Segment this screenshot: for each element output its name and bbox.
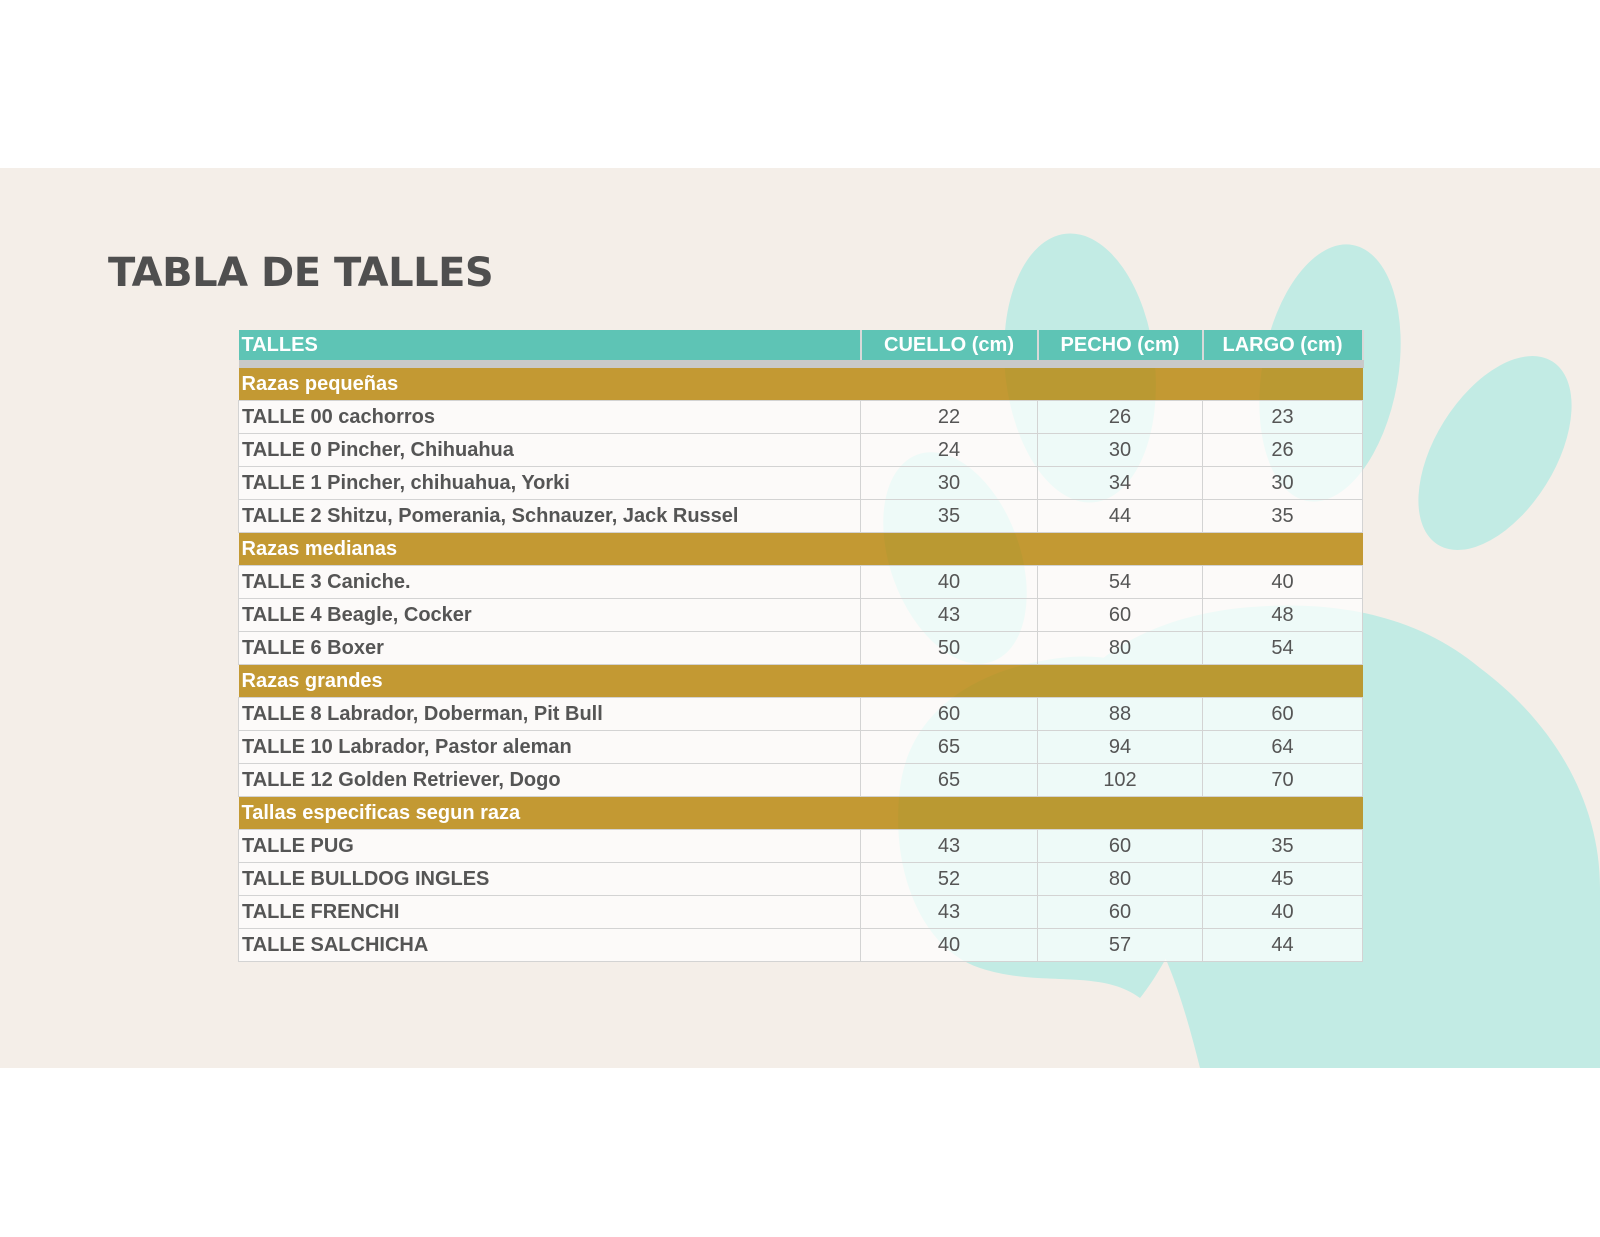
cell-cuello: 52 (861, 863, 1038, 896)
table-row (239, 500, 1363, 533)
table-body (239, 364, 1363, 962)
group-label: Razas medianas (239, 533, 1363, 566)
cell-cuello: 30 (861, 467, 1038, 500)
cell-pecho: 88 (1038, 698, 1203, 731)
cell-cuello: 43 (861, 599, 1038, 632)
cell-talle: TALLE PUG (239, 830, 861, 863)
cell-cuello: 35 (861, 500, 1038, 533)
cell-pecho: 80 (1038, 863, 1203, 896)
cell-largo: 48 (1203, 599, 1363, 632)
cell-talle: TALLE 2 Shitzu, Pomerania, Schnauzer, Jack Russel (239, 500, 861, 533)
cell-talle: TALLE SALCHICHA (239, 929, 861, 962)
table-row (239, 467, 1363, 500)
table-header-row (239, 330, 1363, 364)
table-row (239, 599, 1363, 632)
cell-largo: 23 (1203, 401, 1363, 434)
cell-talle: TALLE 1 Pincher, chihuahua, Yorki (239, 467, 861, 500)
cell-pecho: 80 (1038, 632, 1203, 665)
header-talles: TALLES (239, 330, 861, 364)
table-row (239, 830, 1363, 863)
cell-largo: 26 (1203, 434, 1363, 467)
cell-cuello: 65 (861, 764, 1038, 797)
group-row (239, 797, 1363, 830)
cell-pecho: 60 (1038, 599, 1203, 632)
page-title: TABLA DE TALLES (108, 250, 494, 296)
cell-largo: 40 (1203, 896, 1363, 929)
cell-pecho: 102 (1038, 764, 1203, 797)
group-row (239, 665, 1363, 698)
cell-talle: TALLE 12 Golden Retriever, Dogo (239, 764, 861, 797)
group-label: Tallas especificas segun raza (239, 797, 1363, 830)
cell-talle: TALLE 0 Pincher, Chihuahua (239, 434, 861, 467)
table-row (239, 698, 1363, 731)
cell-talle: TALLE 10 Labrador, Pastor aleman (239, 731, 861, 764)
cell-cuello: 50 (861, 632, 1038, 665)
cell-pecho: 94 (1038, 731, 1203, 764)
cell-largo: 64 (1203, 731, 1363, 764)
cell-cuello: 43 (861, 830, 1038, 863)
cell-talle: TALLE FRENCHI (239, 896, 861, 929)
cell-pecho: 44 (1038, 500, 1203, 533)
cell-largo: 40 (1203, 566, 1363, 599)
cell-largo: 35 (1203, 830, 1363, 863)
table-row (239, 929, 1363, 962)
cell-pecho: 60 (1038, 896, 1203, 929)
cell-cuello: 60 (861, 698, 1038, 731)
table-row (239, 896, 1363, 929)
table-row (239, 764, 1363, 797)
cell-talle: TALLE 4 Beagle, Cocker (239, 599, 861, 632)
table-row (239, 863, 1363, 896)
table-row (239, 434, 1363, 467)
cell-pecho: 60 (1038, 830, 1203, 863)
table-row (239, 566, 1363, 599)
cell-talle: TALLE 00 cachorros (239, 401, 861, 434)
table-row (239, 401, 1363, 434)
header-pecho: PECHO (cm) (1038, 330, 1203, 364)
cell-talle: TALLE 6 Boxer (239, 632, 861, 665)
cell-cuello: 65 (861, 731, 1038, 764)
table-row (239, 632, 1363, 665)
cell-largo: 44 (1203, 929, 1363, 962)
cell-cuello: 24 (861, 434, 1038, 467)
group-row (239, 533, 1363, 566)
cell-largo: 54 (1203, 632, 1363, 665)
header-cuello: CUELLO (cm) (861, 330, 1038, 364)
cell-cuello: 40 (861, 566, 1038, 599)
cell-pecho: 26 (1038, 401, 1203, 434)
header-largo: LARGO (cm) (1203, 330, 1363, 364)
cell-largo: 45 (1203, 863, 1363, 896)
cell-largo: 35 (1203, 500, 1363, 533)
cell-cuello: 22 (861, 401, 1038, 434)
slide (0, 168, 1600, 1068)
cell-pecho: 34 (1038, 467, 1203, 500)
group-row (239, 364, 1363, 401)
cell-talle: TALLE 8 Labrador, Doberman, Pit Bull (239, 698, 861, 731)
cell-pecho: 57 (1038, 929, 1203, 962)
cell-talle: TALLE BULLDOG INGLES (239, 863, 861, 896)
cell-talle: TALLE 3 Caniche. (239, 566, 861, 599)
size-table (238, 330, 1364, 962)
cell-largo: 30 (1203, 467, 1363, 500)
cell-cuello: 40 (861, 929, 1038, 962)
group-label: Razas grandes (239, 665, 1363, 698)
cell-pecho: 54 (1038, 566, 1203, 599)
cell-cuello: 43 (861, 896, 1038, 929)
cell-pecho: 30 (1038, 434, 1203, 467)
cell-largo: 60 (1203, 698, 1363, 731)
cell-largo: 70 (1203, 764, 1363, 797)
group-label: Razas pequeñas (239, 364, 1363, 401)
table-row (239, 731, 1363, 764)
